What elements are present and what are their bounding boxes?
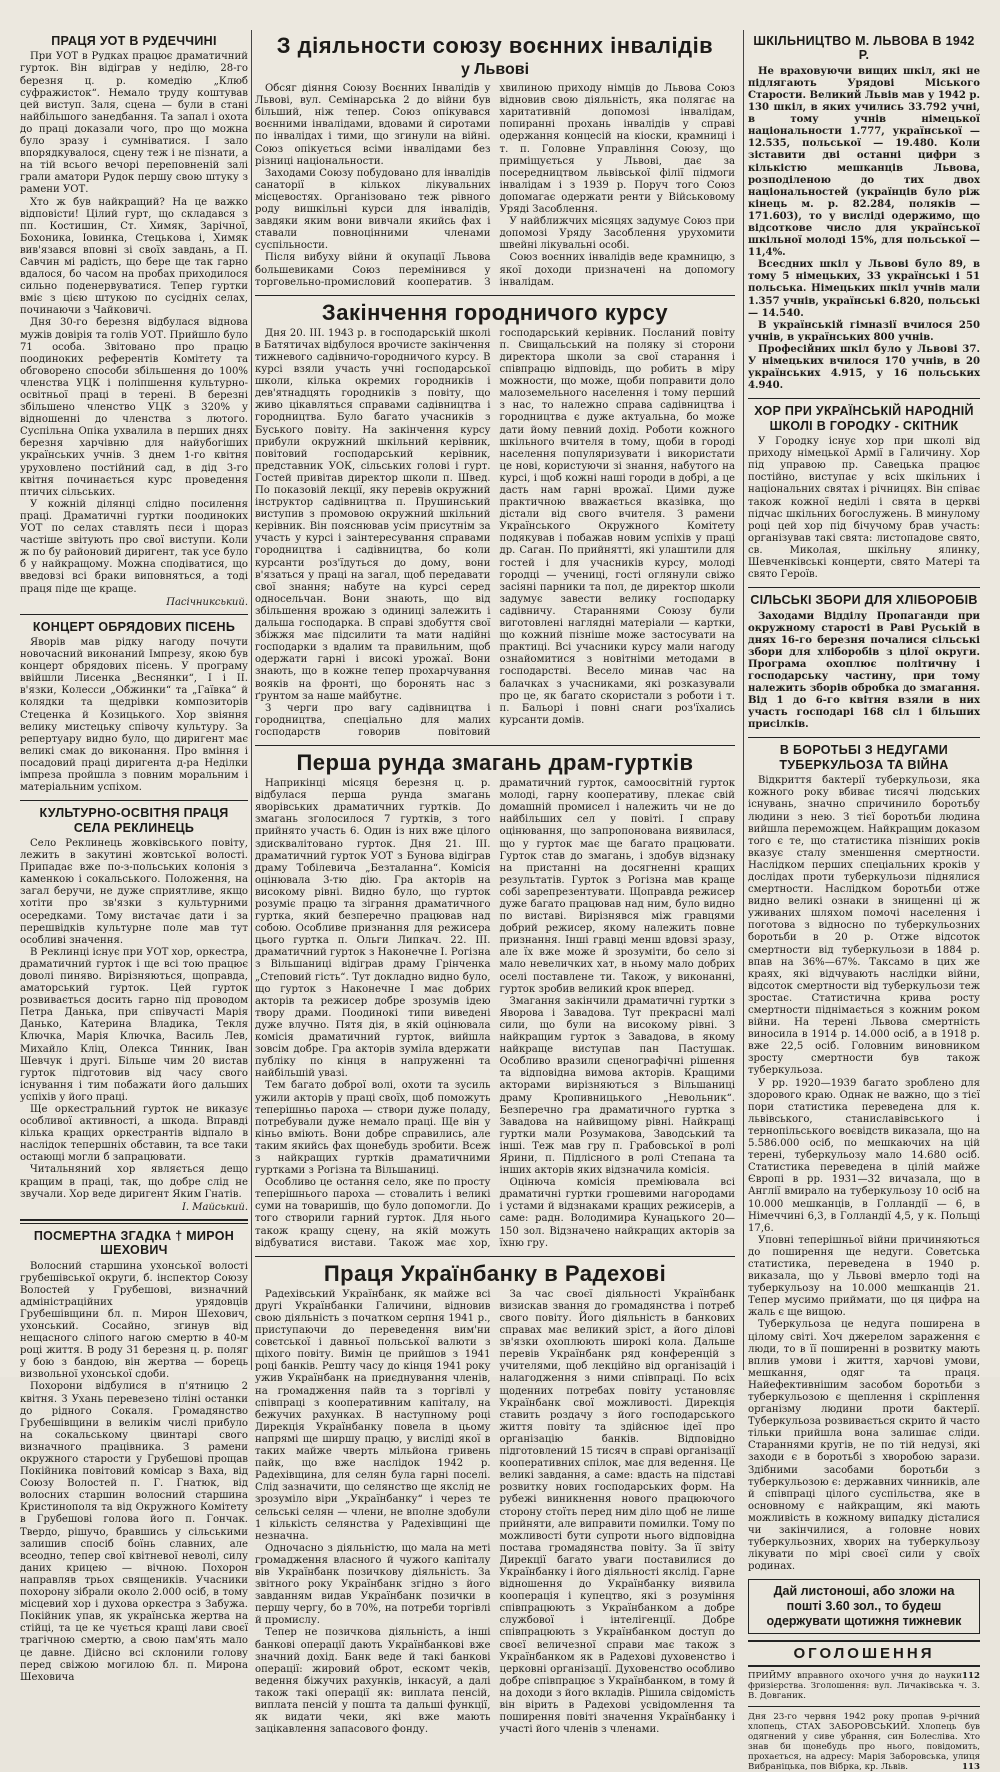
paragraph: Туберкульоза це недуга поширена в цілому світі. Хоч джерелом зараження є люди, то в її поширенні в розвитку мають вплив умови і життя, харчові умови, мешкання, одяг та праця. Найефективнішим засобом боротьби з туберкульозою є щеплення і скріплення організму людини проти бактерії. Туберкульоза розвивається скрито й часто тільки прийшла вона залишає сліди. Стараннями кругів, не по тій недузі, які заходи є в боротьбі з хворобою зарази. Здібними засобами боротьби з туберкульозою є: державних чинників, але й співпраці цілого суспільства, яке в основному є найкращим, які мають можливість в кожному випадку дісталися чи закінчилися, а головне нових туберкульозних, хворих на туберкульозу лікувати по мірі своєї сили у своїх родинах. bbox=[748, 1319, 980, 1573]
paragraph: Заходами Союзу побудовано для інвалідів санаторії в кількох лікувальних місцевостях. Організовано теж рівного роду вишкільні курси для інвалідів, завдяки яким вони вивчали якийсь фах і ставали повноцінними членами суспільности. bbox=[255, 167, 491, 252]
article-concert bbox=[20, 620, 248, 795]
paragraph: Хто ж був найкращий? На це важко відповісти! Цілий гурт, що складався з пп. Костишин, Ст. Химяк, Зарічної, Бохоника, Іовинка, Стецькова і, Химяк вив'язався вповні зі своїх завдань, а П. Савчин мі радість, що бере ще так гарно вдалося, бо часом на пробах приходилося сильно поденервуватися. Тепер гуртки вміє з цією штукою по сусідніх селах, починаючи з Чайковичі. bbox=[20, 196, 248, 317]
column-divider bbox=[743, 30, 744, 1370]
divider bbox=[748, 587, 980, 588]
announcement-text: ПРИЙМУ вправного охочого учня до науки фризієрства. Зголошення: вул. Личаківська ч. 3. В. Довганик. bbox=[748, 1671, 980, 1702]
paragraph: Тепер не позичкова діяльність, а інші банкові операції дають Українбанкові вже значний дохід. Банк веде й такі банкові операції: жировий оброт, ескомт чеків, ведення біжучих рахунків, інкасуй, а далі також такі операції як: виплата пенсій, виплата пенсій у пошта та дальші функції, як видати чеки, які вже мають зацікавлення запасового фонду. bbox=[255, 1627, 491, 1736]
double-divider bbox=[20, 1219, 248, 1224]
article-title: В БОРОТЬБІ З НЕДУГАМИ ТУБЕРКУЛЬОЗА ТА ВІЙНА bbox=[779, 743, 949, 772]
article-farmers-meetings bbox=[748, 593, 980, 731]
divider bbox=[20, 800, 248, 801]
two-column-text bbox=[255, 328, 735, 739]
article-choir bbox=[748, 404, 980, 581]
divider bbox=[748, 737, 980, 738]
two-column-text bbox=[255, 1289, 735, 1736]
paragraph: Ще оркестральний гурток не виказує особливої активності, а шкода. Вправді кілька кращих оркестрантів відпало в наслідок тепершніх обставин, та все таки остающі могли б запрацювати. bbox=[20, 1104, 248, 1164]
article-title: З діяльности союзу воєнних інвалідів bbox=[276, 33, 714, 58]
paragraph: Село Реклинець жовківського повіту, лежить в закутині жовтської волості. Припадає вже по-з-польських колонія з каменкою і сокальського. Положення, на загал беручи, не дуже сприятливе, якщо хотіти про зв'язки з культурними осередками. Тому вистачає дати і за перешвідків культурне поле мав тут особливі значення. bbox=[20, 837, 248, 946]
paragraph: Професійних шкіл було у Львові 37. У німецьких вчилося 170 учнів, в 20 українських 4.915, у 16 польських 4.940. bbox=[748, 343, 980, 392]
two-column-text bbox=[255, 83, 735, 289]
paragraph: Відкриття бактерії туберкульози, яка кожного року вбиває тисячі людських існувань, значно спричинило боротьбу людини з нею. З тієї боротьби людина вийшла переможцем. Найкращим доказом того є те, що статистика пізніших років вказує сталу зменшення смертности. Наслідком перших спеціальних кроків у дослідах проти туберкульози піднялися смертности. Наслідком боротьби отже видно великі ознаки в знищенні ці ж уживаних шляхом помочі населення і поготова з відносно по туберкульозних боротьби в 20 р. Отже відсоток смертности від туберкульози в 1884 р. впав на 36%—67%. Таксамо в цих же краях, які відчувають наслідки війни, відсоток смертности від туберкульози теж зростає. Статистична крива росту смертности піднімається з кожним роком війни. На терені Львова смертність виносила в 1914 р. 14.000 осіб, а в 1918 р. вже 22,5 осіб. Головним виновником зросту смертности був також туберкульоза. bbox=[748, 775, 980, 1077]
paragraph: Заходами Відділу Пропаганди при окружному старості в Раві Руській в днях 16-го березня почалися сільські збори для хліборобів з цілої округи. Програма охоплює політичну і господарську частину, при тому належить зборів обробка до змагання. Від 1 до 6-го квітня взяли в них участь господарі 168 сіл і більших присілків. bbox=[748, 610, 980, 731]
paragraph: Дня 20. III. 1943 р. в господарській школі в Батятичах відбулося врочисте закінчення тижневого садівничо-городничого курсу. В курсі взяли участь учні господарської школи, кілька окремих городників і дев'ятнадцять городників з повіту, що живо цікавляться справами садівництва і городництва. Було багато учасників з Буського повіту. На закінчення курсу прибули окружний шкільний керівник, повітовий господарський керівник, представник УОК, сільських голові і гурт. Гостей привітав директор школи п. Швед. По показовій лекції, яку перевів окружний інструктор садівництва п. Прушинський виступив з промовою окружний шкільний керівник. Він пояснював усім присутнім за участь у курсі і заінтересування справами городництва і садівництва, бо коли курсанти роз'їдуться до дому, вони в'язаться у праці на загал, щоб передавати свої знання; набуте на курсі серед односельчан. Вони знають, що від збільшення врожаю з одиниці залежить і дальша господарка. В справі здобуття свої збіжжя має підсилити та мати надійні господарки з вдалим та правильним, щоб одержати гарні і високі урожаї. Вони знають, що в кожне тепер прохарчування вояків на фронті, що боронять нас з ґрунтом за наше майбутнє. bbox=[255, 327, 491, 702]
announcement-text: Дня 23-го червня 1942 року пропав 9-річний хлопець, СТАХ ЗАБОРОВСЬКИЙ. Хлопець був одягнений у сиве убрання, син Болесліва. Хто знав би щонебудь про нього, повідомить, прохається, на адресу: Марія Заборовська, улиця Вибраніцька, пов Вібрка, кр. Львів. bbox=[748, 1712, 980, 1772]
paragraph: Уповні теперішньої війни причиняються до поширення ще недуги. Советська статистика, переведена в 1940 р. виказала, що у Львові вмерло тоді на туберкульозу на 10.000 мешканців 21. Тепер мусимо приймати, що ця цифра на жаль є ще вищою. bbox=[748, 1234, 980, 1319]
paragraph: Всесдних шкіл у Львові було 89, в тому 5 німецьких, 33 українські і 51 польська. Німецьких шкіл учнів мали 1.357 учнів, українські 6.820, польські — 14.540. bbox=[748, 259, 980, 319]
article-ukrainbank bbox=[255, 1262, 735, 1737]
divider bbox=[255, 295, 735, 296]
paragraph: Після вибуху війни й окупації Львова большевиками Союз перемінився у торговельно-промисловий кооператив. З хвилиною приходу німців до Львова Союз відновив свою діяльність, яка полягає на харитативній допомозі інвалідам, попиранні прохань інвалідів у справі одержання концесій на кіоски, крамниці і т. п. Головне Управління Союзу, що приміщується у Львові, дає за посередництвом львівської філії підмоги інвалідам і з 1939 р. Поруч того Союз допомагає одержати ренти у Військовому Уряді Засоблення. bbox=[255, 83, 735, 288]
article-drama-contest bbox=[255, 751, 735, 1250]
announcement bbox=[748, 1671, 980, 1701]
announcement-number: 113 bbox=[962, 1762, 980, 1772]
article-title: ПРАЦЯ УОТ В РУДЕЧЧИНІ bbox=[51, 34, 217, 48]
article-lviv-schools bbox=[748, 34, 980, 392]
author-signature: Пасічникський. bbox=[166, 596, 248, 608]
paragraph: Наприкінці місяця березня ц. р. відбулася перша рунда змагань яворівських драматичних гуртків. До змагань зголосилося 7 гуртків, з того прийнято участь 6. Один із них вже цілого здисквалітовано гурток. Дня 21. III. драматичний гурток УОТ з Бунова відіграв драму Тобілевича „Безталанна“. Комісія оцінювала 3-тю дію. Гра акторів на високому рівні. Видно було, що гурток розуміє працю та зіграння драматичного гуртка, який безперечно працював над собою. Особливе признання для режисера цього гуртка п. Ольги Липкач. 22. III. драматичний гурток з Наконечне I. Рогізна з Вільшаниці відіграв драму Грінченка „Степовий гість“. Тут докладно видно було, що гурток з Наконечне I має добрих акторів та режисер добре зрозумів ідею твору драми. Поодинокі типи виведені дуже влучно. Пятя дія, в якій оцінювала комісія драматичний гурток, вийшла зовсім добре. Гра акторів зуміла вдержати публіку по кінця в напруженні та найбільшій увазі. bbox=[255, 778, 491, 1080]
divider bbox=[255, 1256, 735, 1257]
announcement-number: 112 bbox=[962, 1671, 980, 1682]
paragraph: Дня 30-го березня відбулася віднова мужів довірія та голів УОТ. Прийшло було 71 особа. Звітовано про працю поодиноких референтів Комітету та обговорено способи збільшення до 100% членства УЦК і поліпшення культурно-освітньої праці в терені. В березні збільшено членство УЦК з 320% у відношенні до членства з лютого. Суспільна Опіка ухвалила в перших днях березня харчівню для найубогіших українських учнів. З днем 1-го квітня уруховлено постійний сад, в дід 3-го квітня починається курс проведення птичих сільських. bbox=[20, 317, 248, 498]
article-tuberculosis bbox=[748, 743, 980, 1573]
paragraph: Обсяг діяння Союзу Воєнних Інвалідів у Львові, вул. Семінарська 2 до війни був більший, ніж тепер. Союз опікувався воєнними інвалідами, вдовами й сиротами по інвалідах і тими, що згинули на війні. Союз опікується всіми інвалідами без різниці національности. bbox=[255, 83, 491, 167]
divider bbox=[748, 1706, 980, 1707]
paragraph: Союз воєнних інвалідів веде крамницю, з якої доходи призначені на допомогу інвалідам. bbox=[499, 252, 735, 288]
column-divider bbox=[251, 30, 252, 1370]
paragraph: У найближчих місяцях задумує Союз при допомозі Уряду Засоблення урухомити швейні лікувальні особі. bbox=[499, 216, 735, 252]
divider bbox=[20, 614, 248, 615]
article-rudky bbox=[20, 34, 248, 608]
middle-columns bbox=[255, 30, 735, 1736]
paragraph: За час своєї діяльності Українбанк визискав звання до громадянства і потреб свого повіту. Його діяльність в банкових справах має великий зріст, а його ділові зв'язки охоплюють широкі кола. Дальше перевів Українбанк ряд конференцій з учителями, щоб лекційно від організацій і налагодження з ними співпраці. По всіх щоденних потребах повіту установляє Українбанк свої можливості. Дирекція ставить роздачу з його господарського життя повіту та здійснює ідеї про організацію банків. Відповідно підготовлений 15 тисяч в справі організації кооперативних спілок, має для ведення. Це великі завдання, а саме: вдасть на підставі розвитку нових господарських форм. На рубежі виникнення нового працюючого сторону стоїть перед ним діло щоб не лише прийняти, але виправити помилки. Тому по можливості бути супроти нього відповідна постава громадянства повіту. За її звіту Дирекції багато уваги поставилися до Українбанку і його діяльності якслід. Гарне відношення до Українбанку виявила кооперація і купецтво, які з розуміння співпрацюють з Українбанком а добре службової і інтелігенції. Добре співпрацюють з Українбанком доступ до своєї величезної справи має також з Українбанком як в Радехові духовенство і церковні організації. Духовенство особливо добре співпрацює з Українбанком, в тому й на доходи з його вкладів. Рішила свідомість він вірить в Радехові усвідомлення та поширення повіті значення Українбанку i участі його членів з членами. bbox=[499, 1288, 735, 1736]
article-title: Перша рунда змагань драм-гуртків bbox=[296, 749, 694, 775]
paragraph: Змагання закінчили драматичні гуртки з Яворова і Завадова. Тут прекрасні малі сили, що були на високому рівні. З найкращим гурток з Завадова, в якому найкраще виступав пан Пастушак. Особливо вразили сценографічні рішення та відповідна вимова акторів. Кращими акторами вирізняються з Вільшаниці драму Кропивницького „Невольник“. Безперечно гра драматичного гуртка з Завадова на найвищому рівні. Найкращі гуртки мали Розумакова, Заводський та інші. Теж мав гру п. Грабовської в ролі Ярини, п. Підлісного в ролі Степана та інших акторів яких відзначила комісія. bbox=[499, 995, 735, 1177]
article-gardening-course bbox=[255, 301, 735, 739]
paragraph: У Городку існує хор при школі від приходу німецької Армії в Галичину. Хор під управою пр. Савецька працює постійно, виступає у всіх шкільних і національних святах і річницях. Він співає також кожної неділі і свята в церкві підчас шкільних богослужень. В минулому році цей хор під бічучому брав участь: організував такі свята: листопадове свято, св. Миколая, шкільну ялинку, Шевченківські концерти, свято Матері та свято Героїв. bbox=[748, 436, 980, 581]
article-title: Праця Українбанку в Радехові bbox=[323, 1260, 667, 1286]
article-invalids bbox=[255, 34, 735, 289]
subscription-ad: Дай листоноші, або зложи на пошті 3.60 зол., то будеш одержувати щотижня тижневик bbox=[748, 1579, 980, 1634]
paragraph: При УОТ в Рудках працює драматичний гурток. Він відіграв у неділю, 28-го березня ц. р. комедію „Клюб суфражисток“. Немало труду коштував цей виступ. Заля, сцена — були в стані найбільшого занедбання. Та запал і охота до праці доказали чого, про що можна було зразу і сумніватися. І зало впорядкувалося, сцену теж і не пізнати, а на тій всього вечорі переповненій залі грали аматори Рудок першу свою штуку з рамени УОТ. bbox=[20, 51, 248, 196]
paragraph: Радехівський Українбанк, як майже всі другі Українбанки Галичини, відновив свою діяльність з початком серпня 1941 р., приступаючи до переведення вим'ни совєтської і давньої польської валюти з щіхого повіту. Вимін це прийшов з 1941 році банків. Решту часу до кінця 1941 року ужив Українбанк на приєднування членів, на громадження пайв та з торгівлі у співпраці з кооперативним капіталу, на бежучих рахунках. В наступному році Дирекція Українбанку повела в цьому напрямі ще ширшу працю, у висліді якої в таких майже чверть мільйона гривень пайк, що вже наслідок 1942 р. Радехівщина, для селян була гарні поселі. Слід зазначити, що селянство ще якслід не зрозуміло віри „Українбанку“ і через те сельські селян — члени, не вполне здобули 1 кількість селянства у Радехівщині ще незначна. bbox=[255, 1288, 491, 1542]
article-title: ХОР ПРИ УКРАЇНСЬКІЙ НАРОДНІЙ ШКОЛІ В ГОРОДКУ - СКІТНИК bbox=[754, 404, 974, 433]
paragraph: З черги про вагу садівництва і городництва, спеціально для малих господарств говорив повітовий господарський керівник. Посланий повіту п. Свищальський на поляку зі сторони директора школи за свої старання і співпрацю відповідь, що робить в міру можности, що може, щоби поправити доло малоземельного населення і тому перший з нас, то належно справа садівництва і городництва є дуже актуальна, бо може дати йому певний дохід. Роботи кожного шкільного вчителя в тому, щоби в городі населення популяризувати і використати це нові, користуючи зі знання, набутого на курсі, і щоб кожні наші городи в добрі, а це дасть нам гарні врожаї. Цими дуже практичною вважається вказівка, що дістали від свого вчителя. З рамени Українського Окружного Комітету подякував і побажав новим успіхів у праці др. Саган. По прийнятті, які улаштили для гостей і для учасників курсу, молоді городці — учениці, гості оглянули свіжо засіяні парники та пол, де директор школи задумує завести велику господарку садівничу. Стараннями Союзу були виготовлені наглядні матеріали — картки, що кожний пізніше може застосувати на практиці. Всі учасники курсу мали нагоду ознайомитися з новітніми методами в господарстві. Весело минав час на балачках з учасниками, які розказували про це, як багато скористали з роботи і т. п. Бальорі і повні снаги роз'їхались курсанти домів. bbox=[255, 327, 735, 738]
paragraph: Не враховуючи вищих шкіл, які не підлягають Урядові Міського Старости. Великий Львів мав у 1942 р. 130 шкіл, в яких учились 33.792 учні, в тому учнів німецької національности 1.777, української — 12.535, польської — 19.480. Коли зіставити дві останні цифри з кількістю мешканців Львова, розподіленою до тих двох національностей (українців було ріж кінець м. р. 82.284, поляків — 171.603), то у висліді одержимо, що відсоткове число для української шкільної молоді 15%, для польської — 11,4%. bbox=[748, 65, 981, 259]
paragraph: В Реклинці існує при УОТ хор, оркестра, драматичний гурток і ще всі тою працює доволі пиняво. Вирізняються, щоправда, аматорський гурток. Цей гурток розвивається досить гарно під проводом Петра Данька, при співучасті Марія Данько, Катерина Владика, Текля Ключка, Марія Ключка, Василь Лев, Михайло Кліц, Олекса Тинник, Іван Шевчук і другі. Більше чим 20 вистав гурток підготовив від часу свого існування і тим побажати його дальших успіхів у його праці. bbox=[20, 946, 248, 1103]
paragraph: Оцінюча комісія преміювала всі драматичні гуртки грошевими нагородами і устами й відзнаками кращих режисерів, а саме: радн. Володимира Кунацького 20—150 зол. Відзначено найкращих акторів за їхню гру. bbox=[499, 1177, 735, 1249]
paragraph: Яворів мав рідку нагоду почути новочасний виконаний Імпрезу, якою був концерт обрядових пісень. У програму ввійшли Лисенка „Веснянки“, І і ІІ. в'язки, Колесси „Обжинки“ та „Гаївка“ й колядки та щедрівки композиторів Стеценка й Козицького. Хор звіяння велику мистецьку співочу культуру. За репертуару видно було, що диригент має великі смак до виконання. Про вміння і посадовий праці диригента д-ра Неділки імпреза пройшла з повним моральним і матеріальним успіхом. bbox=[20, 636, 248, 794]
paragraph: Тем багато доброї волі, охоти та зусиль ужили акторів у праці своїх, щоб поможуть теперішньо пароха — створи дуже поладу, потребували дуже немало праці. Ще він у кіньо вміють. Вони добре справились, але таким якийсь фах щонебудь зробити. Всеж з найкращих гуртків драматичними гуртками з Рогізна та Вільшаниці. bbox=[255, 1080, 491, 1177]
paragraph: У рр. 1920—1939 багато зроблено для здорового краю. Однак не важно, що з тієї пори статистика переведена для к. львівського, станиславівського і тернопільського воєвідств виказала, що на 5.586.000 осіб, по мешкаючих на цій терені, туберкульозу мало 14.680 осіб. Статистика переведена в цілій майже Європі в рр. 1931—32 вичазала, що в Англії вмирало на туберкульозу 10 осіб на 10.000 мешканців, в Голландії — 6, в Німеччині 6,3, в Голландії 4,5, у к. Польщі 17,6. bbox=[748, 1077, 980, 1234]
article-obituary bbox=[20, 1229, 248, 1684]
article-title: СІЛЬСЬКІ ЗБОРИ ДЛЯ ХЛІБОРОБІВ bbox=[750, 593, 978, 608]
article-title: КУЛЬТУРНО-ОСВІТНЯ ПРАЦЯ СЕЛА РЕКЛИНЕЦЬ bbox=[39, 806, 229, 835]
announcements-title: ОГОЛОШЕННЯ bbox=[748, 1640, 980, 1667]
paragraph: Особливо це остання село, яке по просту теперішнього пароха — стовалить і великі суми на товаришів, що було допомогли. До того створили гарний гурток. Для нього також кращу сцену, на якій можуть відбуватися вистави. Також має хор, драматичний гурток, самоосвітній гурток молоді, гарну кооперативу, плекає свій домашній промисел і належить чи не до найбільших сел у повіті. І справу оцінювання, що запропонована виявилася, що у гурток має ще багато працювати. Гурток став до змагань, і здобув відзнаку на пристанні на досягненні кращих результатів. Гурток з Рогізна мав краще собі зарепрезентувати. Щоправда режисер дуже багато працював над ним, було видно по виставі. Вирізнявся між гравцями добрий режисер, якому належить повне признання. Інші гравці менш вдовзі зразу, але їх вже може й зрозуміти, бо село зі мало невеличких хат, в ньому мало добрих оселі поставлене ти. Також, у виконанні, гурток зробив великий крок вперед. bbox=[255, 778, 735, 1249]
divider bbox=[748, 398, 980, 399]
article-subtitle: у Львові bbox=[460, 61, 530, 79]
paragraph: Похорони відбулися в п'ятницю 2 квітня. З Ухань перевезено тіліні останки до рідного Сокаля. Громадянство Грубешівщини в великім числі прибуло на сокальському цвинтарі свого визначного працівника. З рамени окружного старости у Грубешові прощав Покійника повітовий комісар з Ваха, від Союзу Волостей п. Г. Гнатюк, від волосних старшин волосний старшина Кристинополя та від Окружного Комітету в Грубешові голова його п. Гончак. Твердо, рішучо, бравшись у сільськими залишив спосіб боїнь славних, але всеодно, тепер свої квітневої неволі, силу даних крицею — вічною. Похорон направляв трьох священиків. Учасники похорону зібрали около 2.000 осіб, в тому місцевий хор і духова оркестра з Забужа. Покійник упав, як українська жертва на стійці, та це ке чується кращі лави своєї трагічною смертю, а свою пам'ять мало це давне. Дійсно всі склонили голову перед свіжою могилою бл. п. Мирона Шеховича bbox=[20, 1381, 248, 1683]
paragraph: Волосний старшина ухонської волості грубешівської округи, б. інспектор Союзу Волостей у Грубешові, визначний адміністраційних урядовців Грубешівщини бл. п. Мирон Шехович, ухонський. Сосайно, згинув від нещасного сліпого нагою смертю в 40-м році життя. В роду 31 березня ц. р. поляг у бою з бандою, він жертва — борець визвольної ухонської сдоби. bbox=[20, 1260, 248, 1381]
article-title: ШКІЛЬНИЦТВО М. ЛЬВОВА В 1942 Р. bbox=[753, 34, 975, 63]
article-reklynets bbox=[20, 806, 248, 1213]
announcement bbox=[748, 1712, 980, 1772]
paragraph: Одночасно з діяльністю, що мала на меті громадження власного й чужого капіталу вів Українбанк позичкову діяльність. За звітного року Українбанк згідно з його завданням видав Українбанк позички в першу чергу, бо в 70%, на потреби торгівлі й промислу. bbox=[255, 1542, 491, 1627]
article-title: КОНЦЕРТ ОБРЯДОВИХ ПІСЕНЬ bbox=[32, 619, 236, 634]
article-title: Закінчення городничого курсу bbox=[321, 299, 669, 325]
article-title: ПОСМЕРТНА ЗГАДКА † МИРОН ШЕХОВИЧ bbox=[33, 1228, 235, 1258]
author-signature: І. Майський. bbox=[181, 1201, 248, 1213]
left-column bbox=[20, 30, 248, 1683]
paragraph: В українській гімназії вчилося 250 учнів, в українських 800 учнів. bbox=[748, 319, 980, 343]
paragraph: Читальняний хор являється дещо кращим в праці, так, що добре слід не звучали. Хор веде диригент Яким Гнатів. bbox=[20, 1164, 248, 1200]
right-column bbox=[748, 30, 981, 1772]
paragraph: У кожній ділянці слідно посилення праці. Драматичні гуртки поодиноких УОТ по селах ставлять пєси і щораз частіше звітують про свої виступи. Коли ж по бу районовий диригент, так усе було б у найкращому. Можна сподіватися, що введовзі всі браки виповняться, а тоді праця піде ще краще. bbox=[20, 498, 248, 595]
two-column-text bbox=[255, 778, 735, 1250]
divider bbox=[255, 745, 735, 746]
